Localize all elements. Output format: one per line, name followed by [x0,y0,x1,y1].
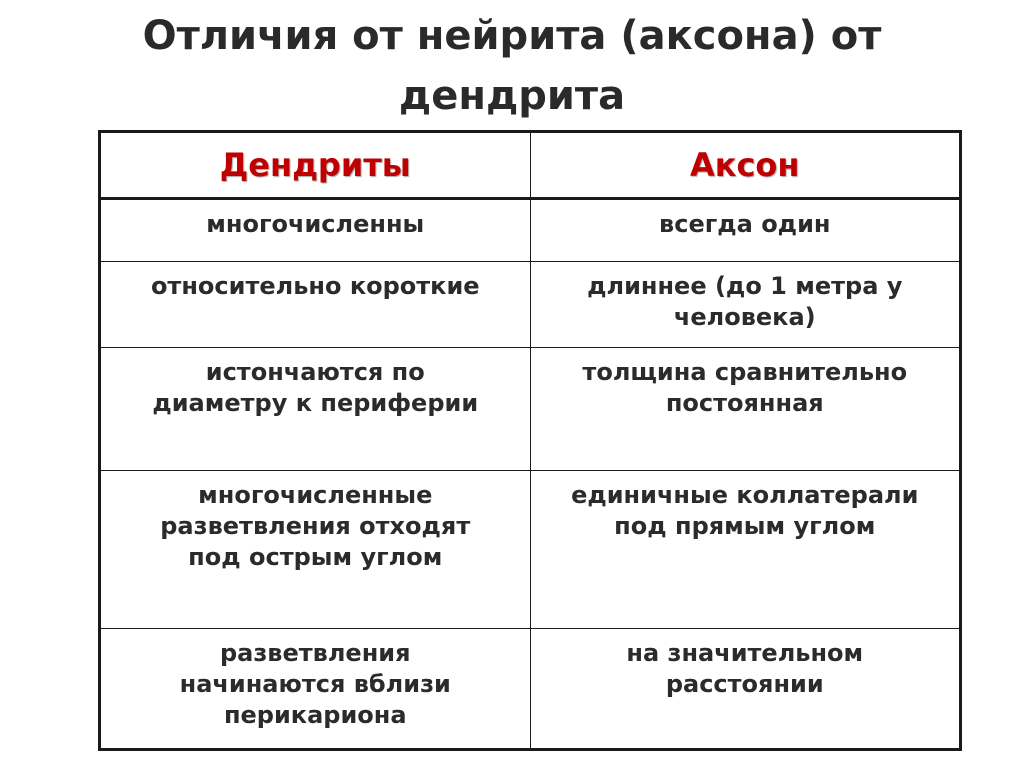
cell-text: единичные коллатерали под прямым углом [571,481,919,540]
axon-cell [530,348,961,471]
dendrite-cell [100,629,531,750]
cell-text: на значительном расстоянии [626,639,864,698]
slide-title-line-2: дендрита [398,73,626,119]
cell-text: толщина сравнительно постоянная [582,358,908,417]
header-axon: Аксон [530,132,961,199]
cell-text: истончаются по диаметру к периферии [152,358,479,417]
axon-cell [530,199,961,262]
table-row [100,199,961,262]
dendrite-cell [100,348,531,471]
cell-text: многочисленны [206,210,425,238]
slide-title [0,6,1024,126]
table-row [100,262,961,348]
axon-cell [530,471,961,629]
dendrite-cell [100,199,531,262]
cell-text: разветвления начинаются вблизи перикариона [179,639,451,729]
axon-cell [530,262,961,348]
table-row [100,348,961,471]
table-header-row [100,132,961,199]
slide-title-line-1: Отличия от нейрита (аксона) от [142,13,882,59]
cell-text: длиннее (до 1 метра у человека) [587,272,903,331]
dendrite-cell [100,471,531,629]
header-dendrites: Дендриты [100,132,531,199]
table-row [100,629,961,750]
cell-text: многочисленные разветвления отходят под острым углом [160,481,471,571]
axon-cell [530,629,961,750]
cell-text: относительно короткие [150,272,480,300]
cell-text: всегда один [659,210,831,238]
table-row [100,471,961,629]
dendrite-cell [100,262,531,348]
comparison-table [98,130,962,751]
